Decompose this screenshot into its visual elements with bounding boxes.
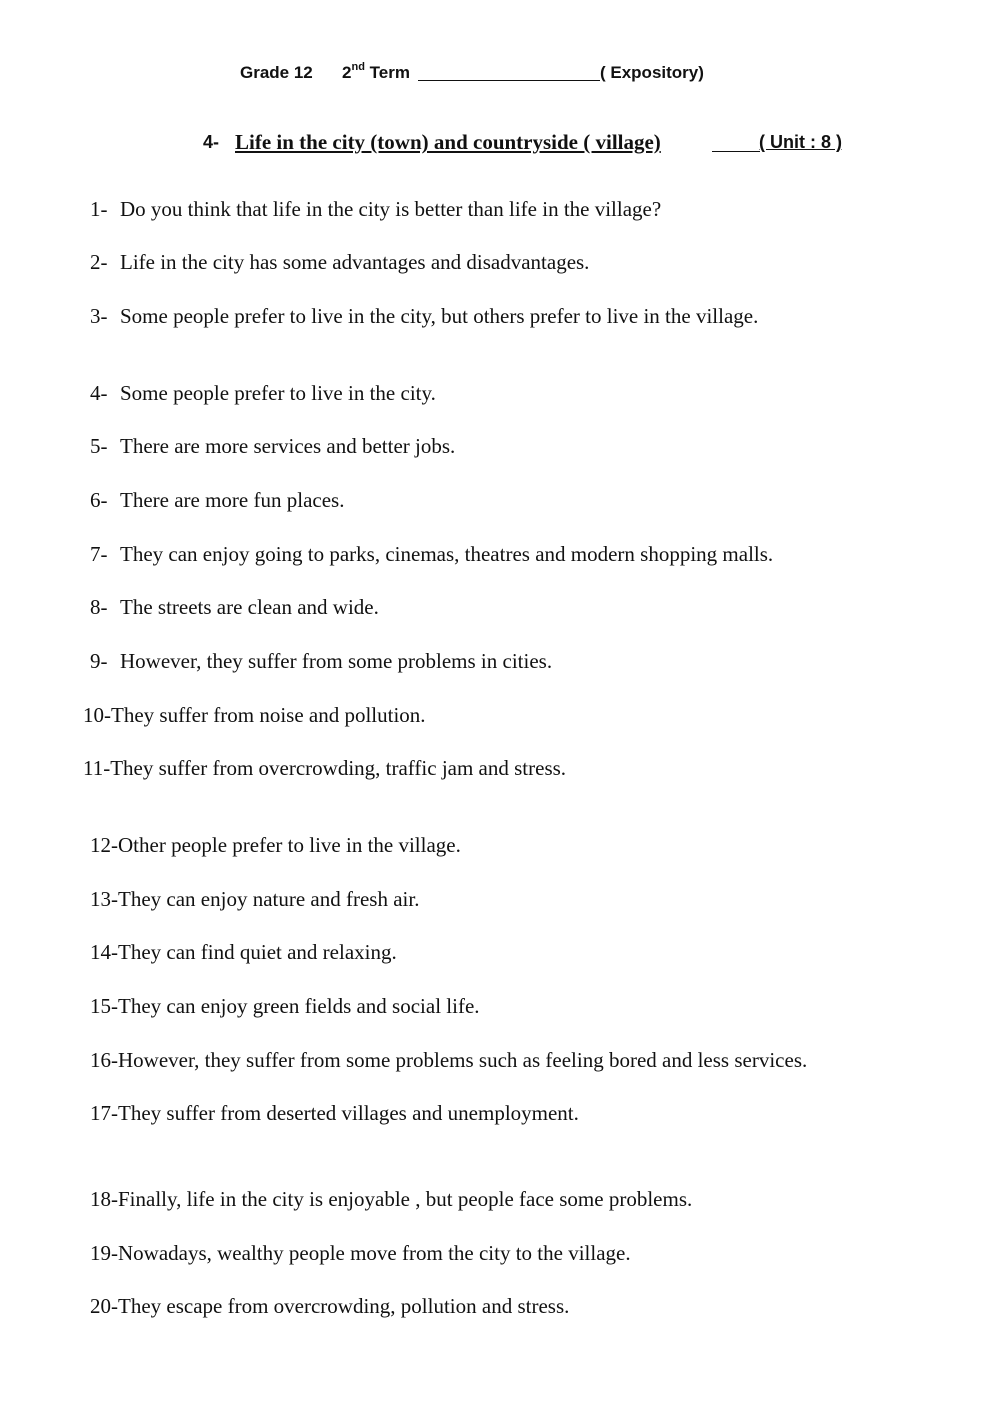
- sentence-item: [83, 702, 426, 728]
- sentence-text: Do you think that life in the city is better than life in the village?: [120, 197, 662, 221]
- sentence-text: They can enjoy nature and fresh air.: [118, 887, 420, 911]
- sentence-number: 13-: [90, 887, 118, 911]
- sentence-number: 5-: [90, 434, 108, 458]
- sentence-number: 12-: [90, 833, 118, 857]
- sentence-item: [90, 1047, 807, 1073]
- sentence-item: [90, 1186, 692, 1212]
- sentence-item: [90, 594, 379, 620]
- sentence-item: [90, 1240, 631, 1266]
- sentence-number: 3-: [90, 304, 108, 328]
- sentence-item: [90, 832, 461, 858]
- sentence-text: Life in the city has some advantages and disadvantages.: [120, 250, 590, 274]
- sentence-item: [90, 1293, 569, 1319]
- sentence-text: There are more fun places.: [120, 488, 345, 512]
- sentence-text: They can enjoy green fields and social life.: [118, 994, 480, 1018]
- sentence-number: 15-: [90, 994, 118, 1018]
- sentence-number: 8-: [90, 595, 108, 619]
- sentence-text: However, they suffer from some problems in cities.: [120, 649, 553, 673]
- sentence-number: 17-: [90, 1101, 118, 1125]
- title-text: Life in the city (town) and countryside ( village): [235, 130, 661, 154]
- sentence-item: [90, 648, 552, 674]
- term-label: [342, 62, 410, 84]
- sentence-item: [90, 1100, 579, 1126]
- sentence-text: There are more services and better jobs.: [120, 434, 456, 458]
- sentence-number: 19-: [90, 1241, 118, 1265]
- sentence-text: However, they suffer from some problems such as feeling bored and less services.: [118, 1048, 808, 1072]
- unit-label: ( Unit : 8 ): [759, 132, 842, 152]
- sentence-text: They can enjoy going to parks, cinemas, theatres and modern shopping malls.: [120, 542, 774, 566]
- sentence-item: [90, 196, 661, 222]
- sentence-text: They suffer from overcrowding, traffic jam and stress.: [110, 756, 567, 780]
- sentence-text: Some people prefer to live in the city, but others prefer to live in the village.: [120, 304, 759, 328]
- sentence-item: [83, 755, 566, 781]
- sentence-text: They suffer from noise and pollution.: [111, 703, 426, 727]
- title-underline-gap: [712, 129, 760, 152]
- term-number: 2: [342, 63, 352, 82]
- title-number: 4-: [203, 132, 220, 152]
- sentence-number: 4-: [90, 381, 108, 405]
- sentence-item: [90, 993, 480, 1019]
- term-suffix: nd: [351, 61, 365, 74]
- sentence-text: They can find quiet and relaxing.: [118, 940, 397, 964]
- sentence-item: [90, 487, 344, 513]
- sentence-number: 16-: [90, 1048, 118, 1072]
- sentence-number: 1-: [90, 197, 108, 221]
- sentence-number: 2-: [90, 250, 108, 274]
- sentence-item: [90, 433, 455, 459]
- sentence-item: [90, 249, 589, 275]
- sentence-item: [90, 380, 436, 406]
- page-title: [203, 129, 863, 155]
- sentence-number: 14-: [90, 940, 118, 964]
- sentence-number: 11-: [83, 756, 111, 780]
- sentence-number: 6-: [90, 488, 108, 512]
- header-underline-gap: [418, 59, 600, 81]
- sentence-number: 20-: [90, 1294, 118, 1318]
- sentence-item: [90, 939, 397, 965]
- sentence-item: [90, 541, 773, 567]
- term-word: Term: [369, 63, 410, 82]
- sentence-number: 9-: [90, 649, 108, 673]
- grade-label: Grade 12: [240, 63, 313, 82]
- sentence-text: Other people prefer to live in the village.: [118, 833, 461, 857]
- sentence-number: 18-: [90, 1187, 118, 1211]
- sentence-number: 7-: [90, 542, 108, 566]
- sentence-item: [90, 303, 758, 329]
- sentence-item: [90, 886, 419, 912]
- sentence-text: The streets are clean and wide.: [120, 595, 379, 619]
- sentence-text: Nowadays, wealthy people move from the city to the village.: [118, 1241, 631, 1265]
- sentence-text: They escape from overcrowding, pollution and stress.: [118, 1294, 570, 1318]
- sentence-number: 10-: [83, 703, 111, 727]
- genre-label: ( Expository): [600, 63, 704, 82]
- sentence-text: Some people prefer to live in the city.: [120, 381, 436, 405]
- sentence-text: Finally, life in the city is enjoyable , but people face some problems.: [118, 1187, 693, 1211]
- sentence-text: They suffer from deserted villages and unemployment.: [118, 1101, 579, 1125]
